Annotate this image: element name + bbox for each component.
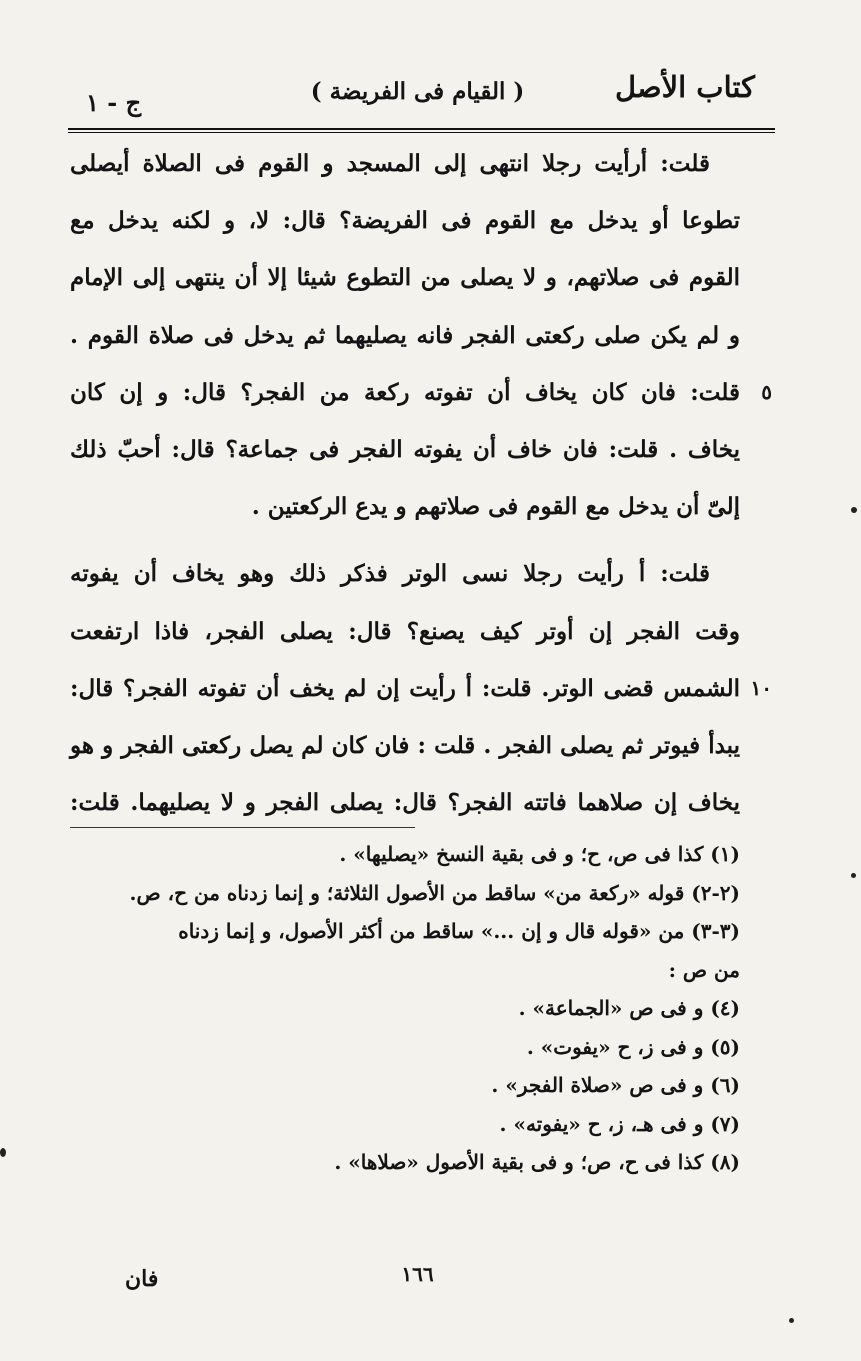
document-page bbox=[60, 0, 775, 1361]
body-line: قلت: أرأيت رجلا انتهى إلى المسجد و القوم فى الصلاة أيصلى bbox=[70, 150, 710, 177]
body-line: القوم فى صلاتهم، و لا يصلى من التطوع شيئا إلا أن ينتهى إلى الإمام bbox=[70, 264, 740, 292]
body-line-text: قلت: فان كان يخاف أن تفوته ركعة من الفجر؟ قال: و إن كان bbox=[70, 378, 740, 406]
body-line-text: الشمس قضى الوتر. قلت: أ رأيت إن لم يخف أن تفوته الفجر؟ قال: bbox=[70, 674, 740, 702]
body-line: يخاف إن صلاهما فاتته الفجر؟ قال: يصلى الفجر و لا يصليهما. قلت: bbox=[70, 789, 740, 817]
footnote: (٦) و فى ص «صلاة الفجر» . bbox=[491, 1073, 740, 1097]
book-title: كتاب الأصل bbox=[615, 70, 755, 104]
header-rule bbox=[68, 128, 775, 133]
footnote: (٥) و فى ز، ح «يفوت» . bbox=[526, 1034, 740, 1059]
body-line: و لم يكن صلى ركعتى الفجر فانه يصليهما ثم يدخل فى صلاة القوم . bbox=[70, 321, 740, 349]
footnote: من ص : bbox=[668, 957, 740, 982]
scan-speck bbox=[851, 873, 856, 878]
line-number: ٥ bbox=[761, 379, 772, 404]
body-line: وقت الفجر إن أوتر كيف يصنع؟ قال: يصلى الفجر، فاذا ارتفعت bbox=[70, 617, 740, 645]
footnote: (٢-٢) قوله «ركعة من» ساقط من الأصول الثلاثة؛ و إنما زدناه من ح، ص. bbox=[129, 880, 740, 905]
footnote: (٤) و فى ص «الجماعة» . bbox=[518, 996, 740, 1020]
body-line-5 bbox=[70, 364, 772, 421]
body-line-10 bbox=[70, 660, 772, 717]
footnote: (٧) و فى هـ، ز، ح «يفوته» . bbox=[499, 1111, 740, 1136]
body-line: إلىّ أن يدخل مع القوم فى صلاتهم و يدع الركعتين . bbox=[251, 493, 740, 521]
footnote: (١) كذا فى ص، ح؛ و فى بقية النسخ «يصليها» . bbox=[339, 842, 740, 866]
body-line: تطوعا أو يدخل مع القوم فى الفريضة؟ قال: لا، و لكنه يدخل مع bbox=[70, 207, 740, 235]
body-line: يبدأ فيوتر ثم يصلى الفجر . قلت : فان كان لم يصل ركعتى الفجر و هو bbox=[70, 732, 740, 760]
body-line: قلت: أ رأيت رجلا نسى الوتر فذكر ذلك وهو يخاف أن يفوته bbox=[70, 560, 710, 588]
footnote: (٣-٣) من «قوله قال و إن ...» ساقط من أكثر الأصول، و إنما زدناه bbox=[178, 919, 740, 943]
footnote-separator bbox=[70, 827, 415, 828]
page-number: ١٦٦ bbox=[401, 1262, 434, 1286]
catchword: فان bbox=[125, 1266, 159, 1292]
footnote: (٨) كذا فى ح، ص؛ و فى بقية الأصول «صلاها» . bbox=[334, 1150, 740, 1174]
body-text bbox=[70, 135, 772, 831]
scan-speck bbox=[851, 507, 857, 513]
scan-speck bbox=[0, 1148, 6, 1157]
line-number: ١٠ bbox=[750, 675, 772, 700]
footnotes bbox=[70, 835, 740, 1182]
volume-number: ج - ١ bbox=[86, 88, 142, 117]
chapter-title: ( القيام فى الفريضة ) bbox=[310, 78, 525, 105]
page-header bbox=[60, 70, 775, 120]
body-line: يخاف . قلت: فان خاف أن يفوته الفجر فى جماعة؟ قال: أحبّ ذلك bbox=[70, 436, 740, 464]
scan-speck bbox=[789, 1318, 794, 1323]
